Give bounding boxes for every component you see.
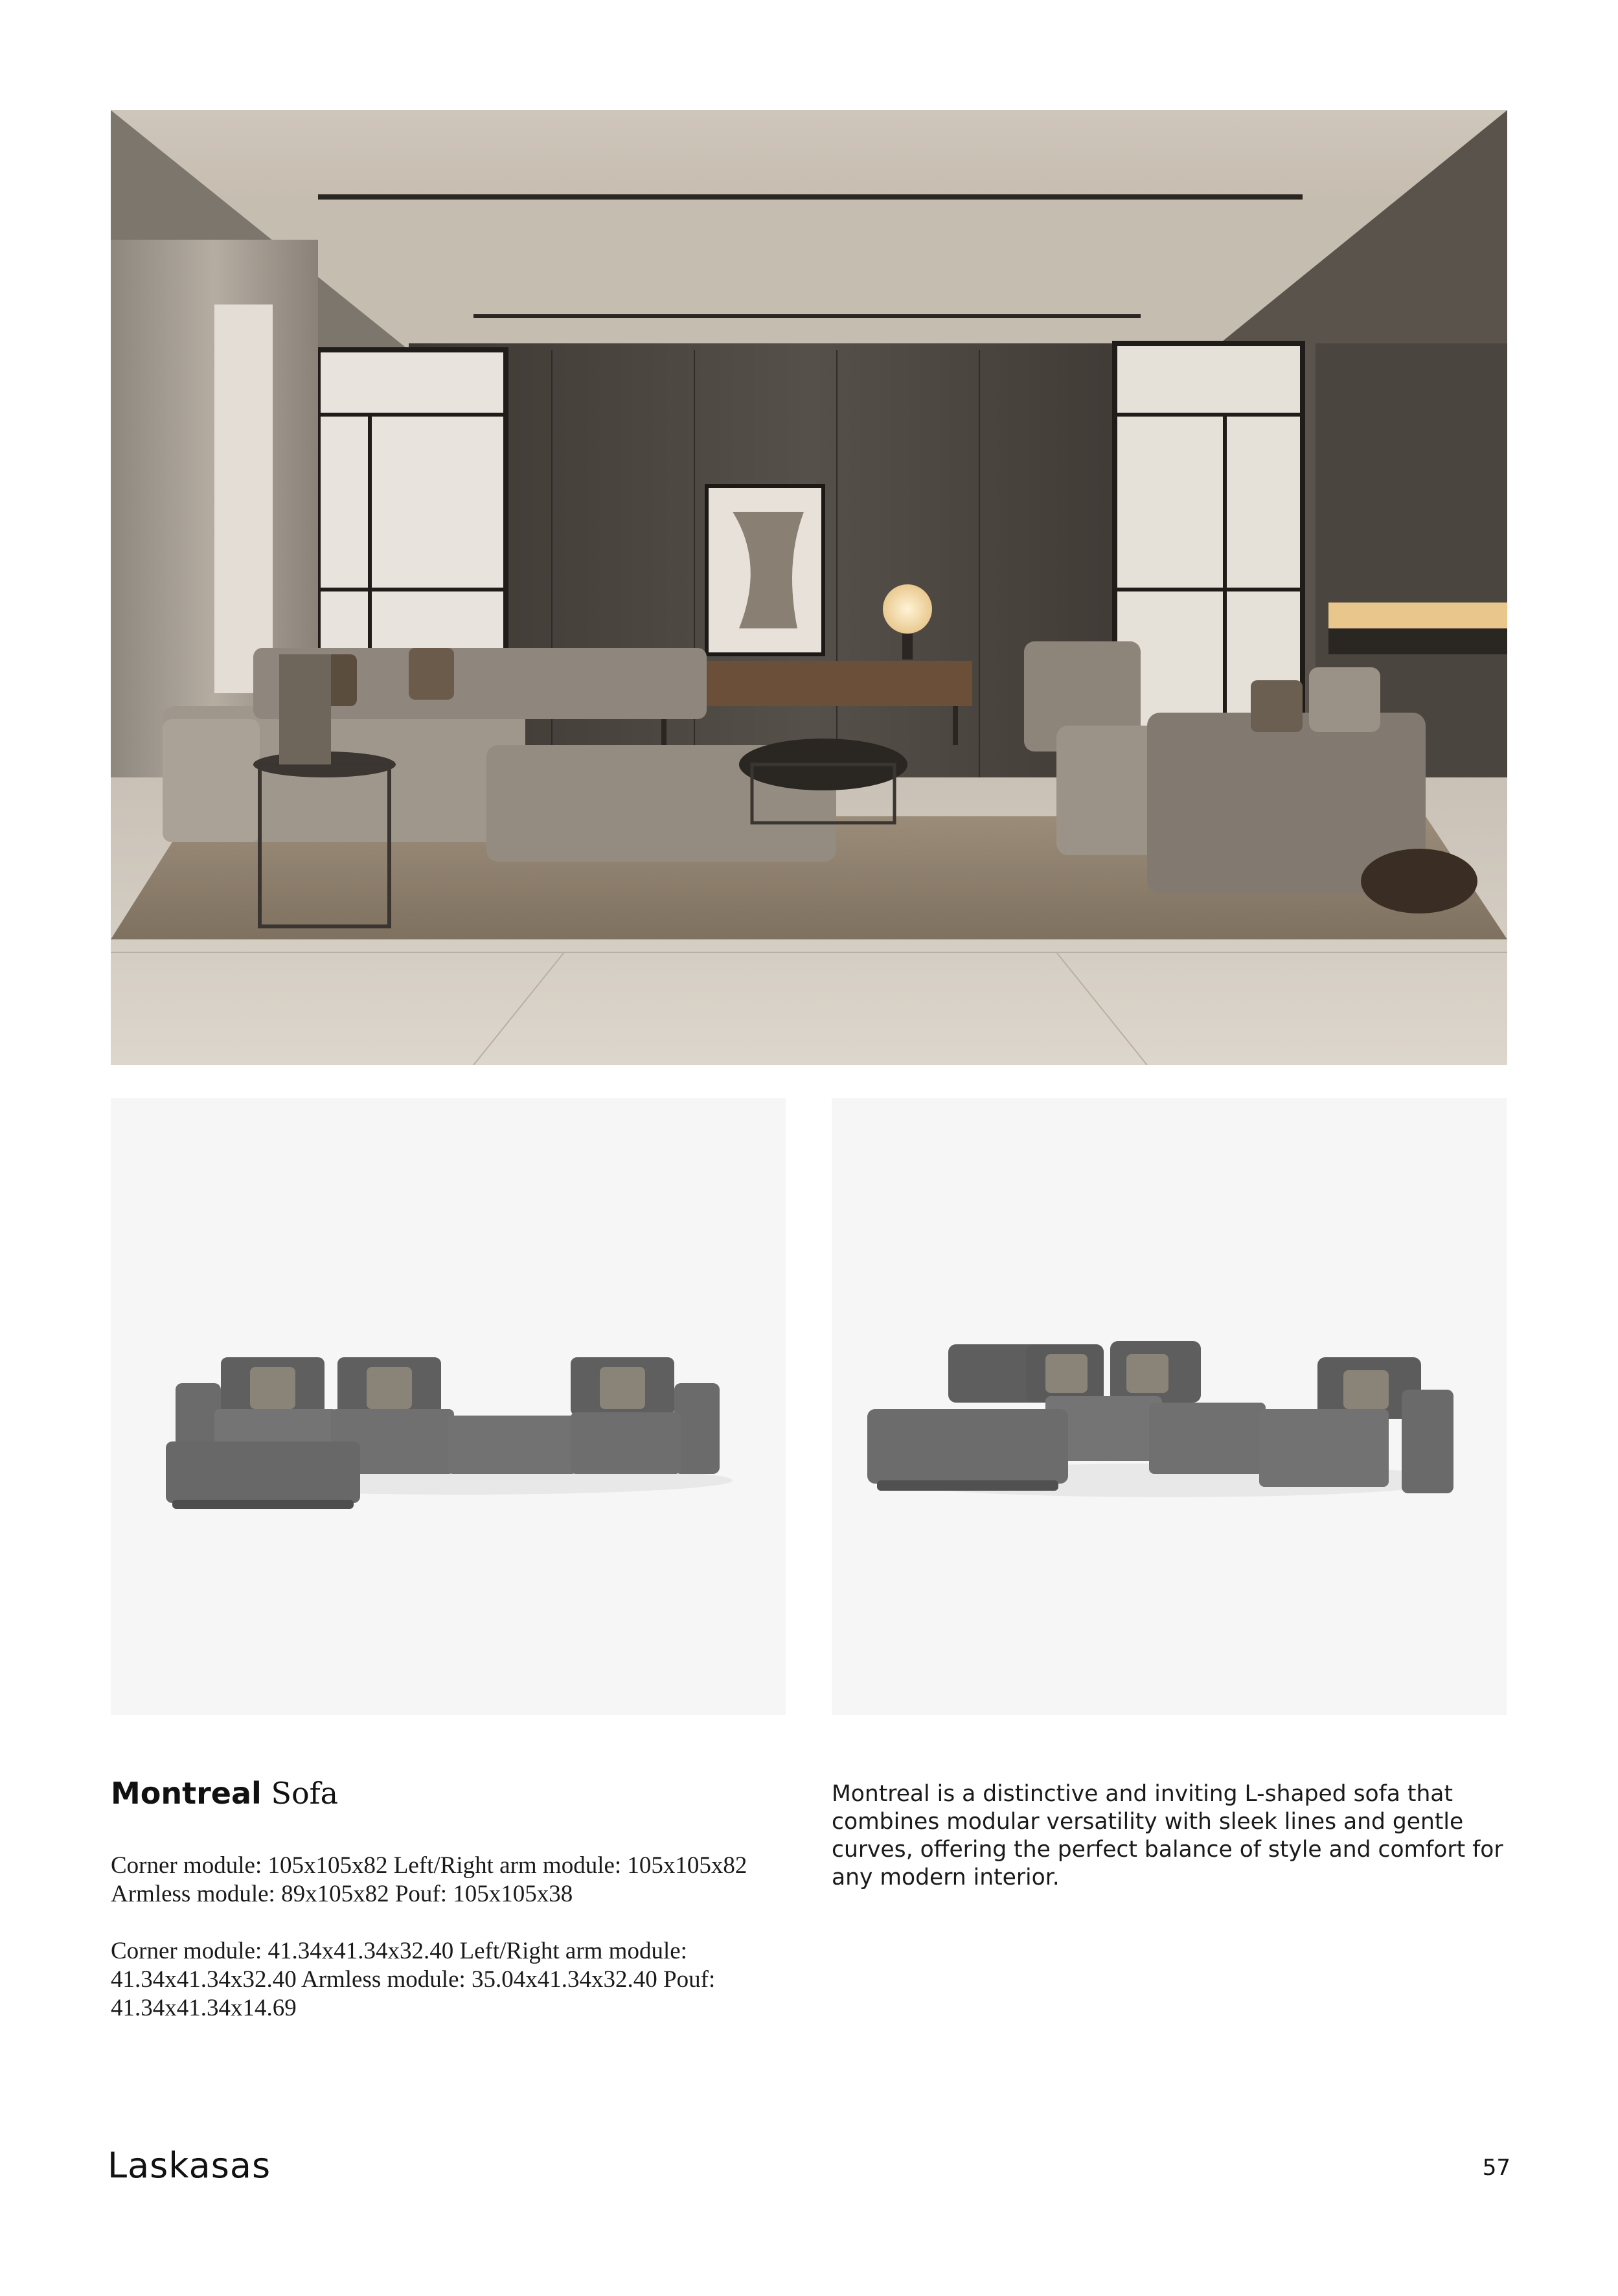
product-type: Sofa <box>271 1776 339 1811</box>
sofa-front-illustration <box>111 1098 786 1715</box>
dimensions-inches: Corner module: 41.34x41.34x32.40 Left/Right arm module: 41.34x41.34x32.40 Armless module: 35.04x41.34x32.40 Pouf: 41.34x41.34x14.69 <box>111 1938 716 2021</box>
hero-living-room-photo <box>111 110 1507 1065</box>
product-name: Montreal <box>111 1776 262 1811</box>
page-number: 57 <box>1482 2155 1510 2181</box>
sofa-angled-illustration <box>832 1098 1507 1715</box>
product-title <box>111 1774 338 1813</box>
sofa-front-view-photo <box>111 1098 786 1715</box>
product-description: Montreal is a distinctive and inviting L-shaped sofa that combines modular versatility with sleek lines and gentle curves, offering the perfect balance of style and comfort for any modern interior. <box>832 1781 1503 1890</box>
sofa-angled-view-photo <box>832 1098 1507 1715</box>
brand-logo: Laskasas <box>108 2145 271 2186</box>
dimensions-cm: Corner module: 105x105x82 Left/Right arm module: 105x105x82 Armless module: 89x105x82 Pouf: 105x105x38 <box>111 1852 747 1907</box>
living-room-illustration <box>111 110 1507 1065</box>
